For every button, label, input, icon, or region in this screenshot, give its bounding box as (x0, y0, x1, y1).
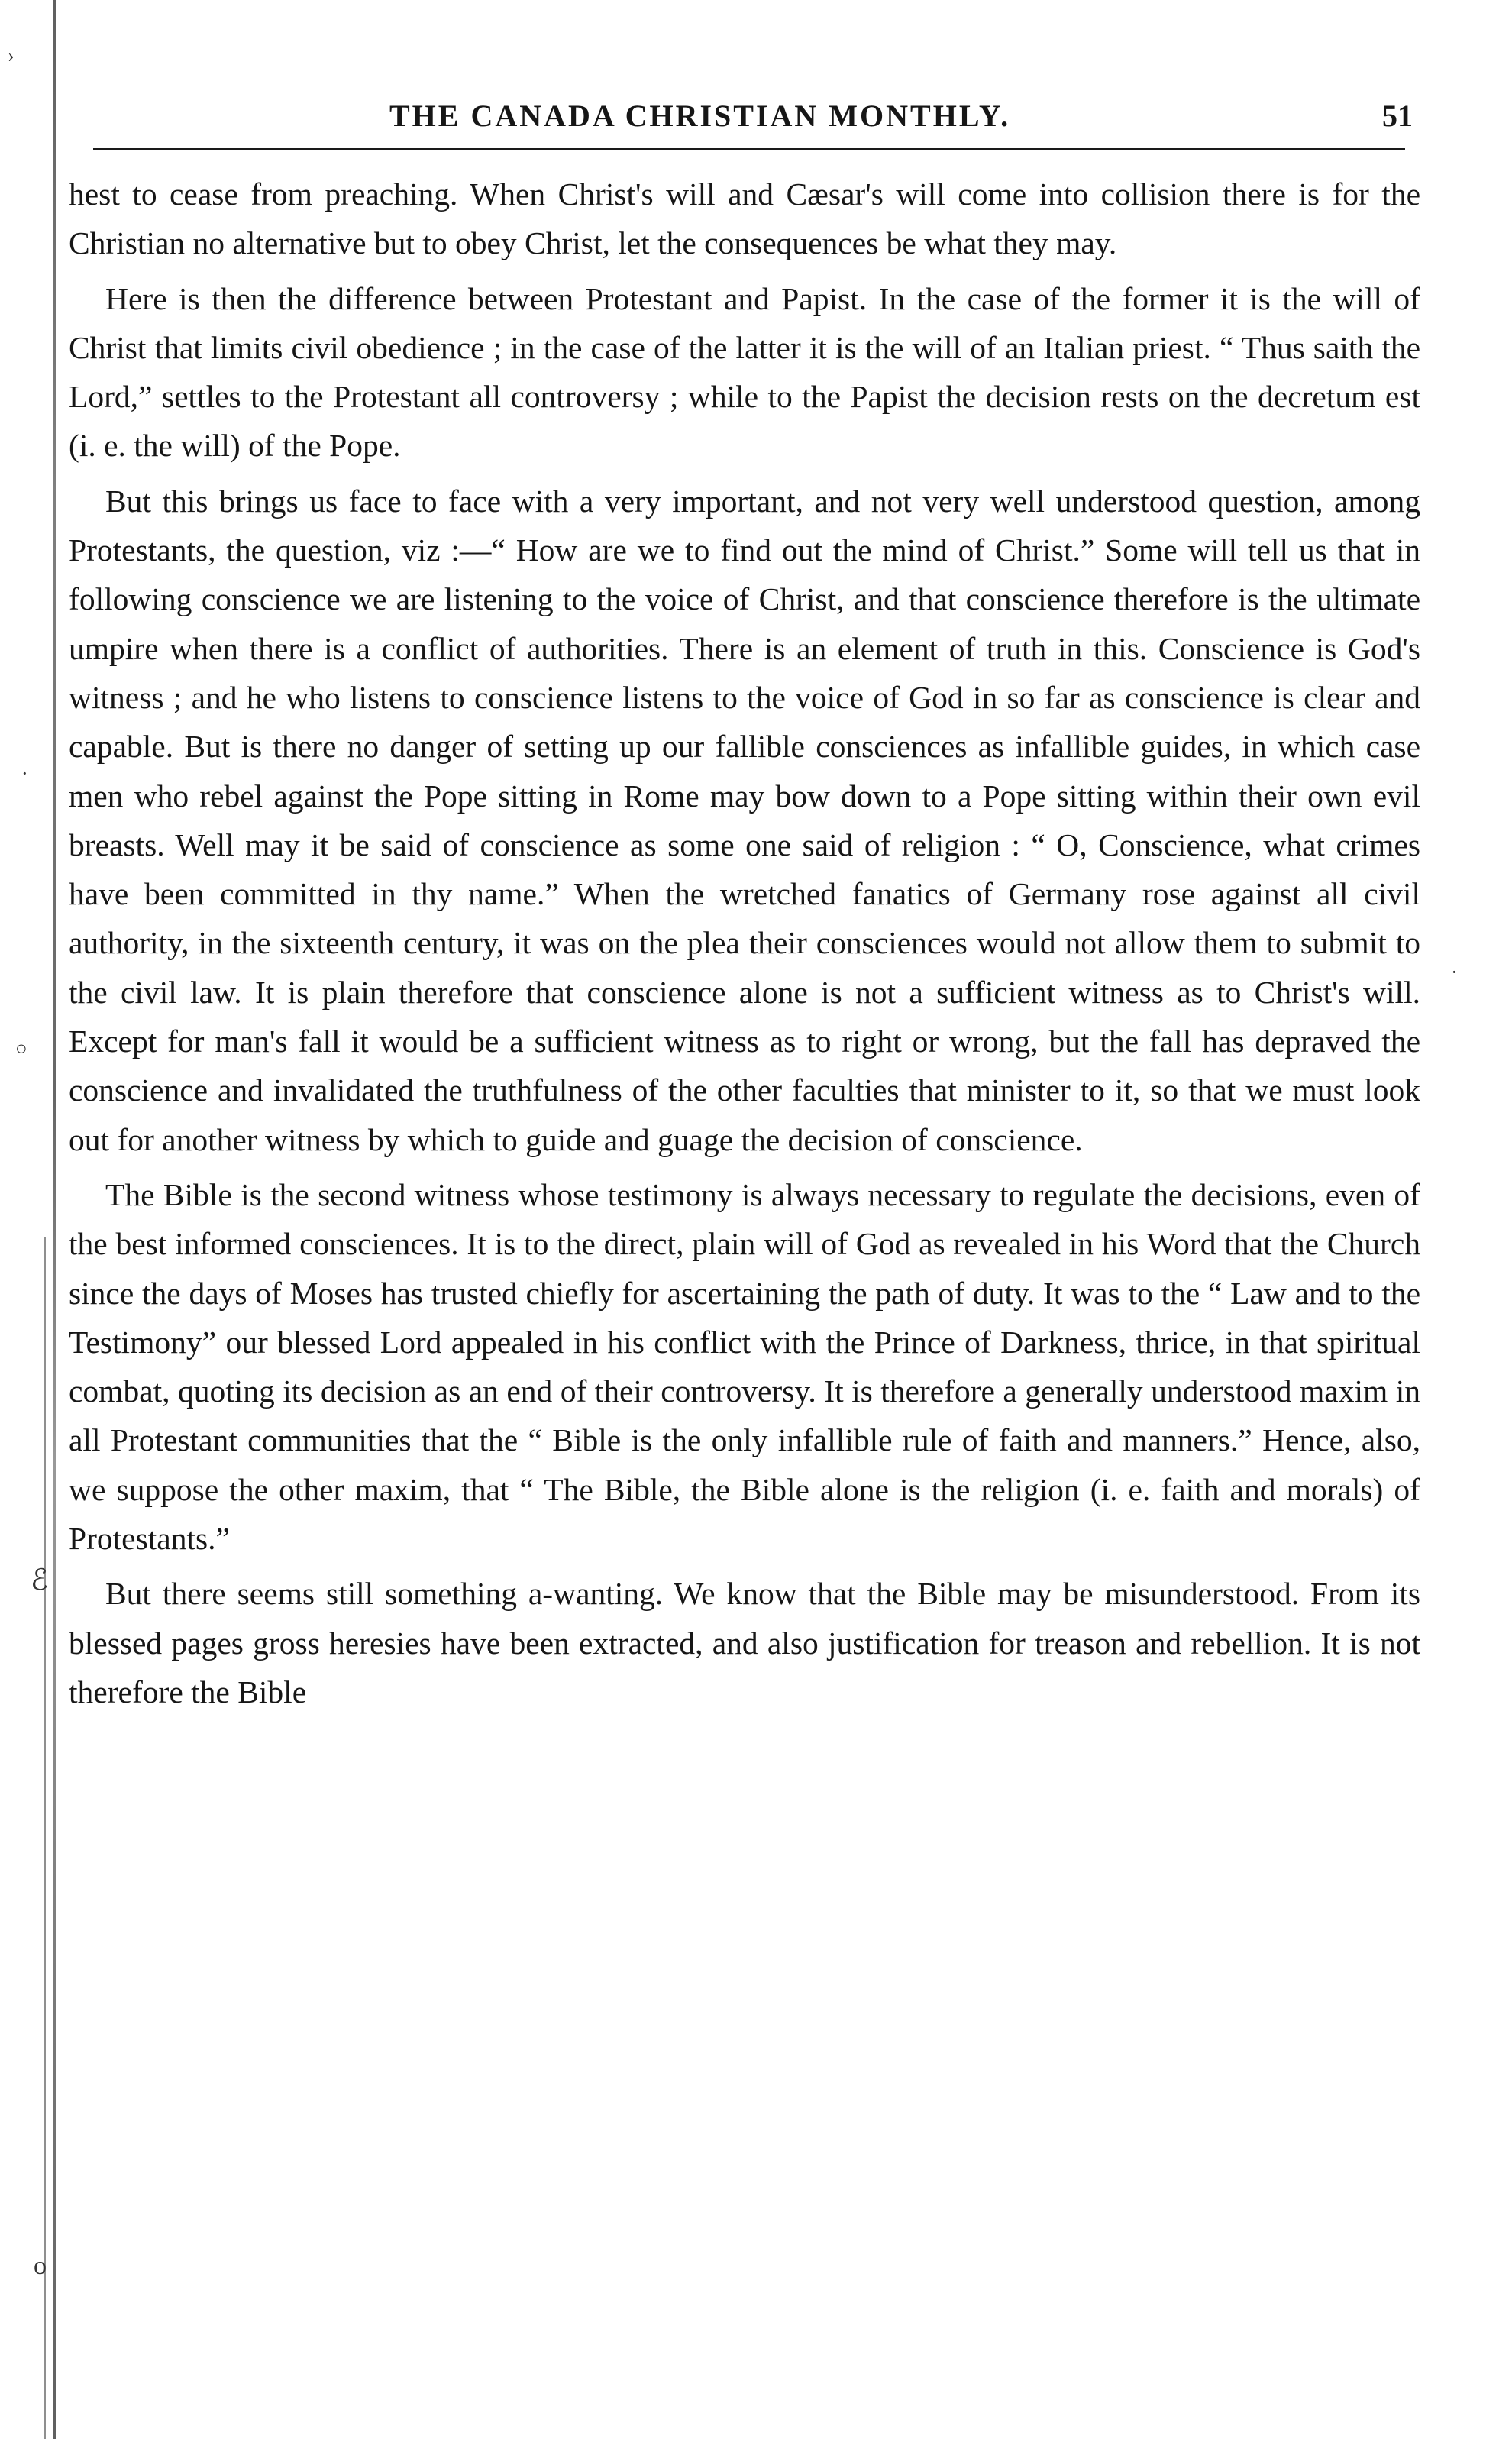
paragraph: Here is then the difference between Protestant and Papist. In the case of the former it is the will of Christ that limits civil obedience ; in the case of the latter it is the will of an Italian priest. “ Thus saith the Lord,” settles to the Protestant all controversy ; while to the Papist the decision rests on the decretum est (i. e. the will) of the Pope. (69, 280, 1420, 464)
paragraph: But there seems still something a-wanting. We know that the Bible may be misunderstood. From its blessed pages gross heresies have been extracted, and also justification for treason and rebellion. It is not therefore the Bible (69, 1576, 1420, 1710)
scan-speck: · (1451, 961, 1458, 983)
paragraph: The Bible is the second witness whose testimony is always necessary to regulate the decisions, even of the best informed consciences. It is to the direct, plain will of God as revealed in his Word that the Church since the days of Moses has trusted chiefly for ascertaining the path of duty. It was to the “ Law and to the Testimony” our blessed Lord appealed in his conflict with the Prince of Darkness, thrice, in that spiritual combat, quoting its decision as an end of their controversy. It is therefore a generally understood maxim in all Protestant communities that the “ Bible is the only infallible rule of faith and manners.” Hence, also, we suppose the other maxim, that “ The Bible, the Bible alone is the religion (i. e. faith and morals) of Protestants.” (69, 1176, 1420, 1557)
page-header (61, 98, 1420, 144)
running-head: THE CANADA CHRISTIAN MONTHLY. (389, 99, 1011, 133)
header-rule (93, 148, 1405, 150)
scan-speck: ℰ (31, 1564, 49, 1596)
scan-speck: ○ (15, 1037, 27, 1059)
scan-speck: › (8, 44, 15, 66)
binding-edge (53, 0, 56, 2439)
page-number: 51 (1382, 99, 1413, 133)
paragraph: hest to cease from preaching. When Christ's will and Cæsar's will come into collision there is for the Christian no alternative but to obey Christ, let the consequences be what they may. (69, 176, 1420, 261)
scan-speck: · (21, 762, 28, 784)
article-body (69, 170, 1420, 1716)
paragraph: But this brings us face to face with a very important, and not very well understood question, among Protestants, the question, viz :—“ How are we to find out the mind of Christ.” Some will tell us that in following conscience we are listening to the voice of Christ, and that conscience therefore is the ultimate umpire when there is a conflict of authorities. There is an element of truth in this. Conscience is God's witness ; and he who listens to conscience listens to the voice of God in so far as conscience is clear and capable. But is there no danger of setting up our fallible consciences as infallible guides, in which case men who rebel against the Pope sitting in Rome may bow down to a Pope sitting within their own evil breasts. Well may it be said of conscience as some one said of religion : “ O, Conscience, what crimes have been committed in thy name.” When the wretched fanatics of Germany rose against all civil authority, in the sixteenth century, it was on the plea their consciences would not allow them to submit to the civil law. It is plain therefore that conscience alone is not a sufficient witness as to Christ's will. Except for man's fall it would be a sufficient witness as to right or wrong, but the fall has depraved the conscience and invalidated the truthfulness of the other faculties that minister to it, so that we must look out for another witness by which to guide and guage the decision of conscience. (69, 483, 1420, 1157)
scan-speck: o (34, 2252, 47, 2280)
